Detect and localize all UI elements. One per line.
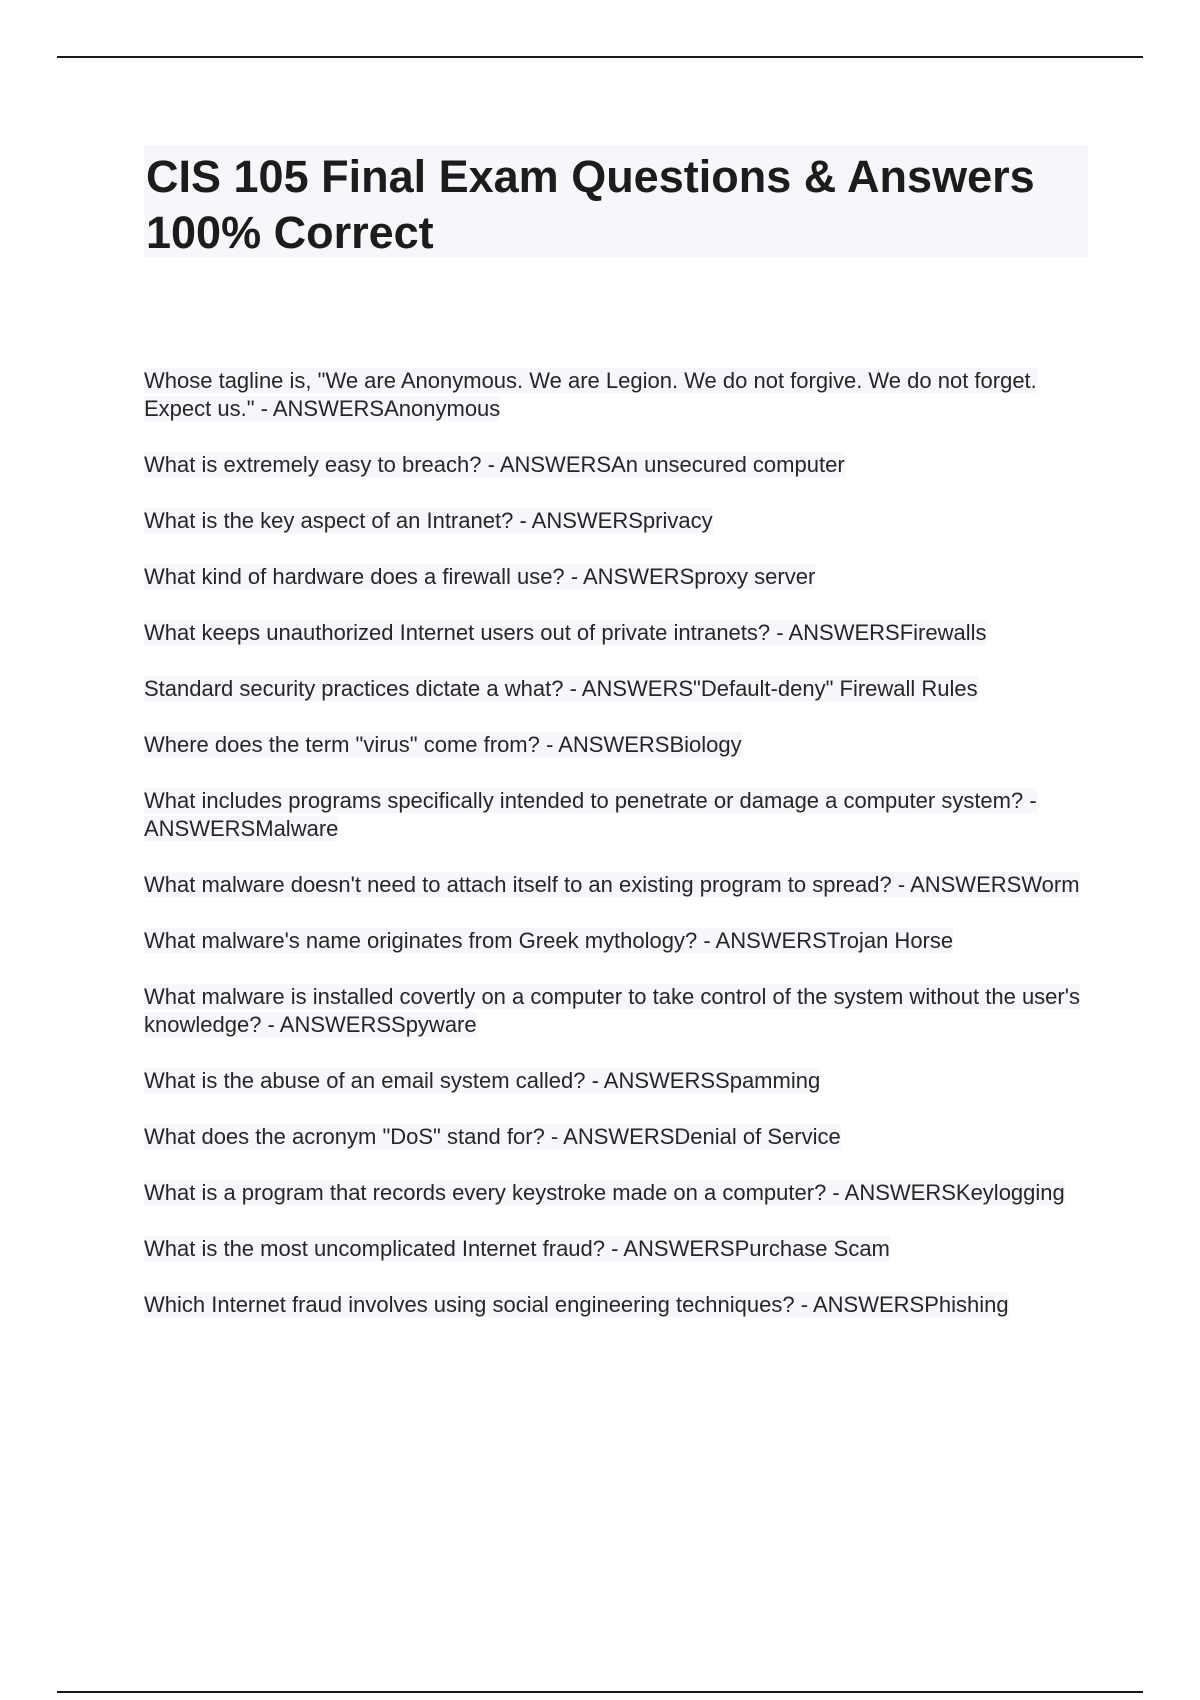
question-text: What kind of hardware does a firewall use?	[144, 564, 565, 589]
qa-item	[144, 563, 1088, 591]
answer-separator: - ANSWERS	[544, 1124, 675, 1149]
answer-text: Spyware	[391, 1012, 477, 1037]
answer-separator: - ANSWERS	[826, 1180, 956, 1205]
question-text: Standard security practices dictate a what?	[144, 676, 564, 701]
page-title: CIS 105 Final Exam Questions & Answers 100% Correct	[146, 151, 1035, 258]
question-text: Which Internet fraud involves using social engineering techniques?	[144, 1292, 795, 1317]
qa-item	[144, 451, 1088, 479]
answer-separator: - ANSWERS	[605, 1236, 735, 1261]
question-text: What is a program that records every keystroke made on a computer?	[144, 1180, 827, 1205]
answer-text: Denial of Service	[674, 1124, 841, 1149]
answer-separator: - ANSWERS	[770, 620, 900, 645]
answer-text: Worm	[1021, 872, 1080, 897]
answer-text: Firewalls	[899, 620, 987, 645]
answer-text: Spamming	[715, 1068, 821, 1093]
qa-item	[144, 1179, 1088, 1207]
answer-text: Purchase Scam	[734, 1236, 890, 1261]
top-rule	[57, 56, 1143, 58]
answer-separator: - ANSWERS	[513, 508, 643, 533]
question-text: What is extremely easy to breach?	[144, 452, 482, 477]
question-text: What malware is installed covertly on a computer to take control of the system without the user's knowledge?	[144, 984, 1080, 1037]
qa-item	[144, 619, 1088, 647]
answer-separator: - ANSWERS	[539, 732, 670, 757]
answer-separator: - ANSWERS	[261, 1012, 392, 1037]
question-text: Where does the term "virus" come from?	[144, 732, 540, 757]
answer-text: Anonymous	[384, 396, 501, 421]
question-text: What includes programs specifically intended to penetrate or damage a computer system?	[144, 788, 1024, 813]
answer-separator: - ANSWERS	[794, 1292, 925, 1317]
answer-separator: - ANSWERS	[254, 396, 385, 421]
answer-text: Malware	[255, 816, 339, 841]
question-text: What keeps unauthorized Internet users out of private intranets?	[144, 620, 771, 645]
answer-text: proxy server	[694, 564, 816, 589]
qa-item	[144, 731, 1088, 759]
bottom-rule	[57, 1691, 1143, 1693]
qa-item	[144, 871, 1088, 899]
qa-item	[144, 1291, 1088, 1319]
question-text: What is the key aspect of an Intranet?	[144, 508, 514, 533]
question-text: What is the abuse of an email system called?	[144, 1068, 586, 1093]
qa-item	[144, 927, 1088, 955]
answer-separator: - ANSWERS	[144, 788, 1037, 841]
question-text: Whose tagline is, "We are Anonymous. We are Legion. We do not forgive. We do not forget. Expect us."	[144, 368, 1037, 421]
answer-separator: - ANSWERS	[891, 872, 1022, 897]
answer-text: Keylogging	[955, 1180, 1065, 1205]
qa-item	[144, 675, 1088, 703]
question-text: What malware doesn't need to attach itself to an existing program to spread?	[144, 872, 892, 897]
answer-text: "Default-deny" Firewall Rules	[693, 676, 978, 701]
question-text: What malware's name originates from Greek mythology?	[144, 928, 698, 953]
qa-item	[144, 367, 1088, 423]
answer-separator: - ANSWERS	[697, 928, 827, 953]
qa-item	[144, 787, 1088, 843]
qa-item	[144, 1123, 1088, 1151]
answer-text: Trojan Horse	[826, 928, 954, 953]
answer-text: Biology	[669, 732, 742, 757]
qa-list	[144, 367, 1088, 1347]
qa-item	[144, 507, 1088, 535]
answer-text: Phishing	[924, 1292, 1009, 1317]
question-text: What is the most uncomplicated Internet fraud?	[144, 1236, 606, 1261]
answer-text: privacy	[642, 508, 713, 533]
answer-separator: - ANSWERS	[585, 1068, 716, 1093]
answer-separator: - ANSWERS	[563, 676, 694, 701]
qa-item	[144, 1235, 1088, 1263]
answer-text: An unsecured computer	[611, 452, 845, 477]
title-block	[144, 145, 1088, 257]
qa-item	[144, 983, 1088, 1039]
answer-separator: - ANSWERS	[564, 564, 695, 589]
question-text: What does the acronym "DoS" stand for?	[144, 1124, 545, 1149]
answer-separator: - ANSWERS	[481, 452, 612, 477]
qa-item	[144, 1067, 1088, 1095]
